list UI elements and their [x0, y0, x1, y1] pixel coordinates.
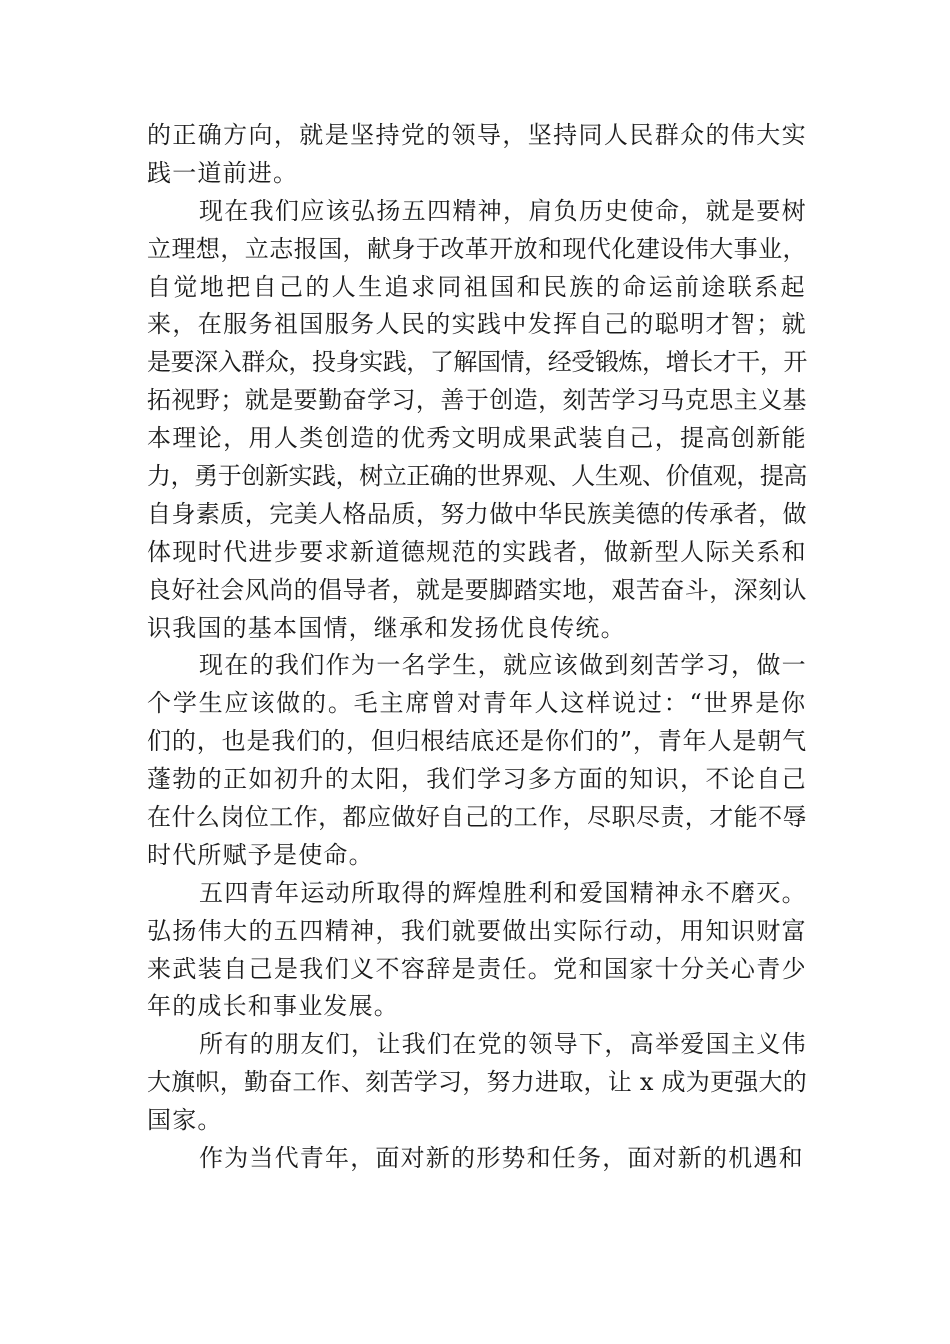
text-line: 识我国的基本国情，继承和发扬优良传统。	[147, 613, 626, 642]
text-line: 年的成长和事业发展。	[147, 992, 399, 1021]
text-line: 们的，也是我们的，但归根结底还是你们的”，青年人是朝气	[147, 727, 807, 756]
text-line: 大旗帜，勤奋工作、刻苦学习，努力进取，让 x 成为更强大的	[147, 1068, 807, 1097]
text-line: 践一道前进。	[147, 158, 299, 187]
text-line: 时代所赋予是使命。	[147, 840, 374, 869]
text-line: 是要深入群众，投身实践，了解国情，经受锻炼，增长才干，开	[147, 348, 807, 377]
body-text	[147, 117, 807, 1178]
text-line: 弘扬伟大的五四精神，我们就要做出实际行动，用知识财富	[147, 916, 807, 945]
text-line: 现在我们应该弘扬五四精神，肩负历史使命，就是要树	[199, 196, 807, 225]
text-line: 来，在服务祖国服务人民的实践中发挥自己的聪明才智；就	[147, 310, 807, 339]
text-line: 立理想，立志报国，献身于改革开放和现代化建设伟大事业，	[147, 234, 807, 263]
text-line: 本理论，用人类创造的优秀文明成果武装自己，提高创新能	[147, 424, 807, 453]
text-line: 拓视野；就是要勤奋学习，善于创造，刻苦学习马克思主义基	[147, 386, 807, 415]
text-line: 现在的我们作为一名学生，就应该做到刻苦学习，做一	[199, 651, 807, 680]
text-line: 力，勇于创新实践，树立正确的世界观、人生观、价值观，提高	[147, 462, 807, 491]
text-line: 自身素质，完美人格品质，努力做中华民族美德的传承者，做	[147, 499, 807, 528]
text-line: 蓬勃的正如初升的太阳，我们学习多方面的知识，不论自己	[147, 765, 807, 794]
text-line: 个学生应该做的。毛主席曾对青年人这样说过：“世界是你	[147, 689, 807, 718]
text-line: 在什么岗位工作，都应做好自己的工作，尽职尽责，才能不辱	[147, 803, 807, 832]
text-line: 所有的朋友们，让我们在党的领导下，高举爱国主义伟	[199, 1030, 807, 1059]
text-line: 来武装自己是我们义不容辞是责任。党和国家十分关心青少	[147, 954, 807, 983]
text-line: 自觉地把自己的人生追求同祖国和民族的命运前途联系起	[147, 272, 807, 301]
text-line: 五四青年运动所取得的辉煌胜利和爱国精神永不磨灭。	[199, 878, 807, 907]
text-line: 作为当代青年，面对新的形势和任务，面对新的机遇和	[199, 1144, 804, 1173]
text-line: 的正确方向，就是坚持党的领导，坚持同人民群众的伟大实	[147, 121, 807, 149]
text-line: 国家。	[147, 1106, 223, 1135]
text-line: 良好社会风尚的倡导者，就是要脚踏实地，艰苦奋斗，深刻认	[147, 575, 807, 604]
text-line: 体现时代进步要求新道德规范的实践者，做新型人际关系和	[147, 537, 807, 566]
